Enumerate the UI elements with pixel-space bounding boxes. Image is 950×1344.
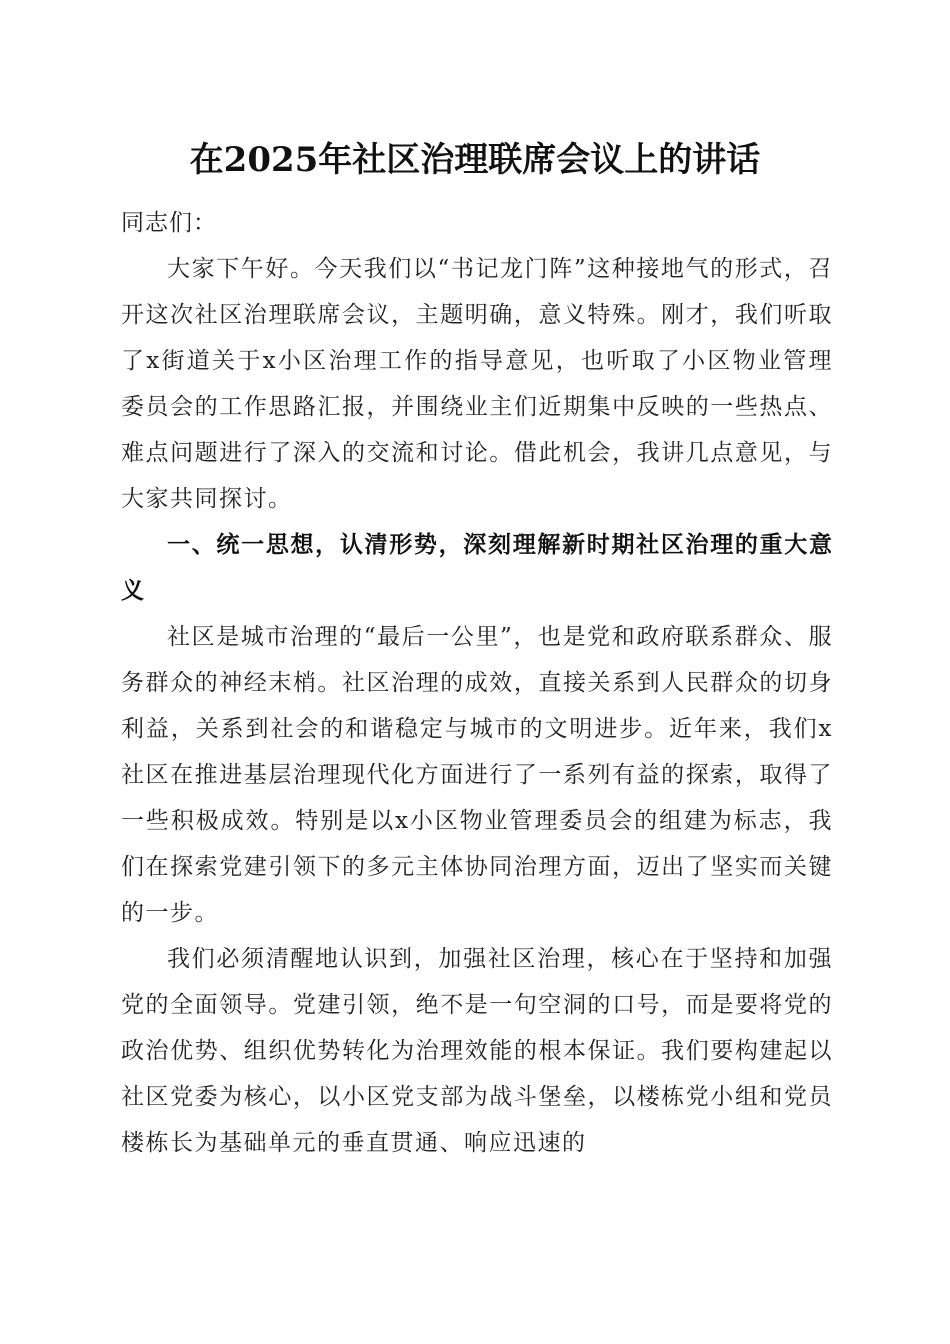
section-heading-1: 一、统一思想，认清形势，深刻理解新时期社区治理的重大意义 — [121, 532, 833, 604]
salutation: 同志们： — [121, 210, 217, 236]
document-title: 在2025年社区治理联席会议上的讲话 — [189, 140, 761, 180]
document-body — [121, 200, 833, 1166]
paragraph-opening: 大家下午好。今天我们以“书记龙门阵”这种接地气的形式，召开这次社区治理联席会议，主题明确，意义特殊。刚才，我们听取了x街道关于x小区治理工作的指导意见，也听取了小区物业管理委员会的工作思路汇报，并围绕业主们近期集中反映的一些热点、难点问题进行了深入的交流和讨论。借此机会，我讲几点意见，与大家共同探讨。 — [121, 256, 833, 512]
paragraph-party-leadership: 我们必须清醒地认识到，加强社区治理，核心在于坚持和加强党的全面领导。党建引领，绝不是一句空洞的口号，而是要将党的政治优势、组织优势转化为治理效能的根本保证。我们要构建起以社区党委为核心，以小区党支部为战斗堡垒，以楼栋党小组和党员楼栋长为基础单元的垂直贯通、响应迅速的 — [121, 946, 833, 1156]
paragraph-community-role: 社区是城市治理的“最后一公里”，也是党和政府联系群众、服务群众的神经末梢。社区治理的成效，直接关系到人民群众的切身利益，关系到社会的和谐稳定与城市的文明进步。近年来，我们x社区在推进基层治理现代化方面进行了一系列有益的探索，取得了一些积极成效。特别是以x小区物业管理委员会的组建为标志，我们在探索党建引领下的多元主体协同治理方面，迈出了坚实而关键的一步。 — [121, 624, 833, 926]
